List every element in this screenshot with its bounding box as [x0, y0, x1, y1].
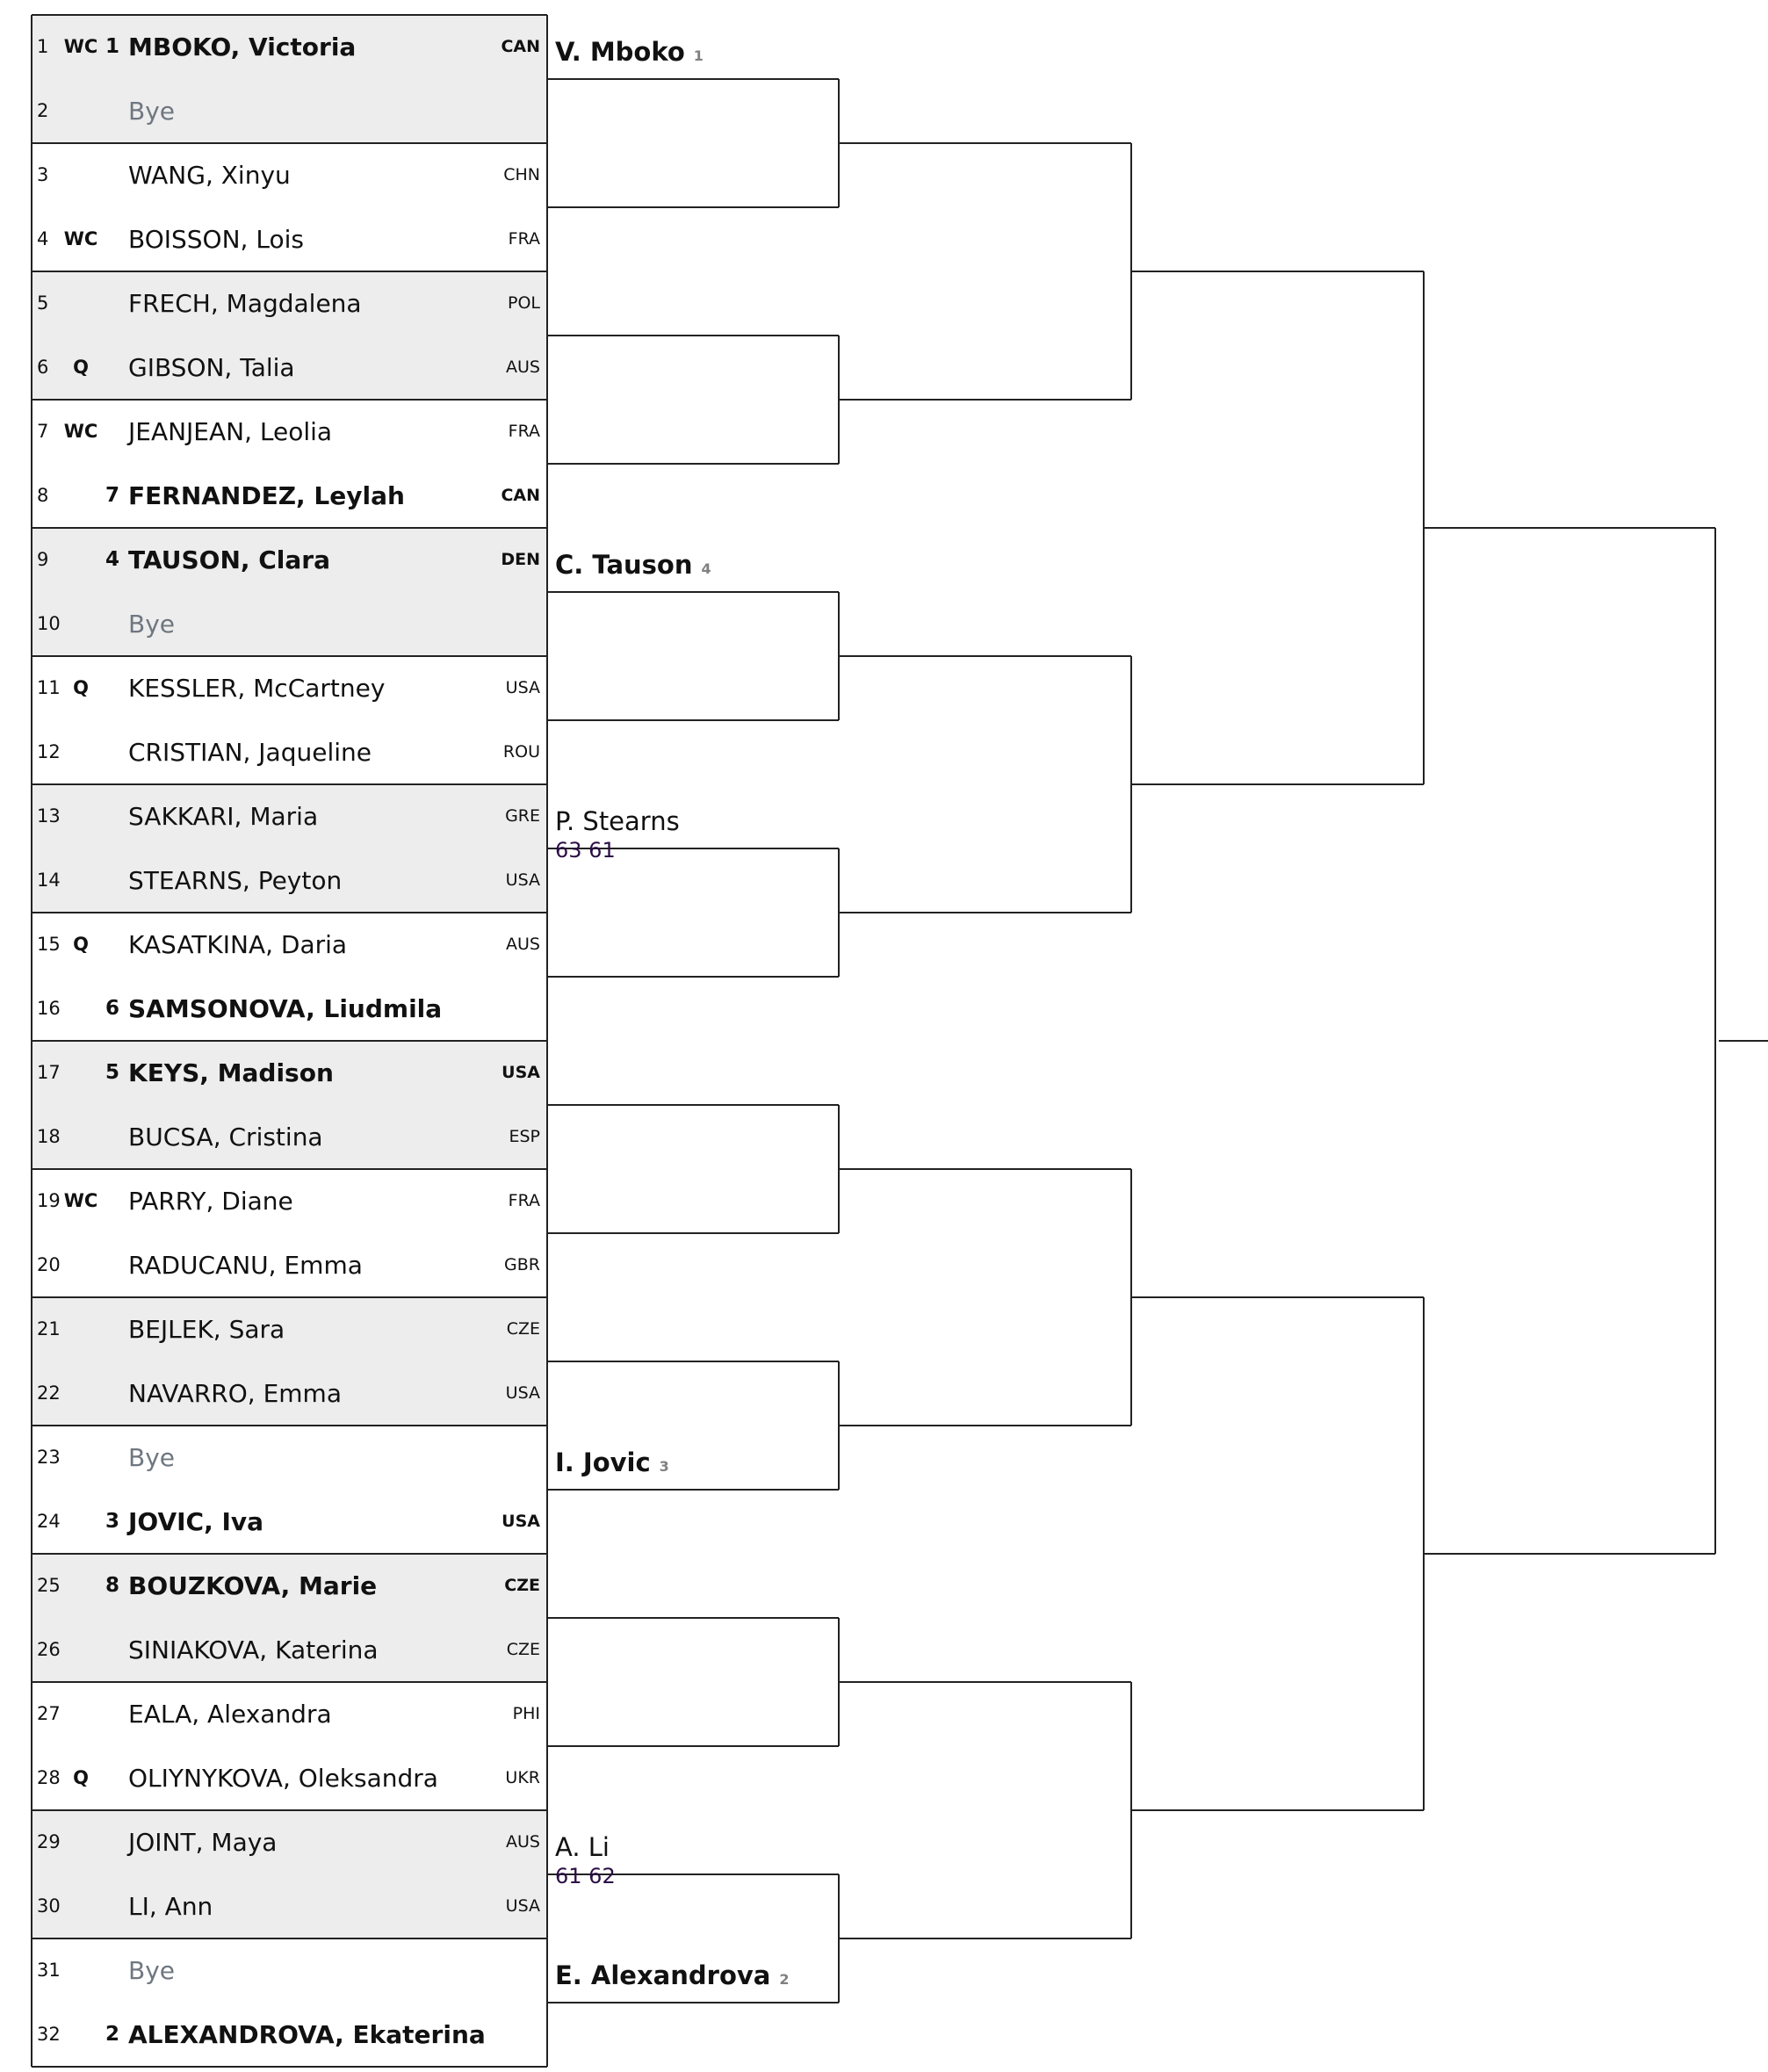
draw-position: 23 [37, 1447, 61, 1468]
entry-type-badge [63, 1297, 98, 1361]
draw-line[interactable] [32, 1874, 547, 1938]
winner-name: I. Jovic [555, 1448, 651, 1477]
entry-type-badge: Q [73, 1767, 89, 1788]
entry-type-badge [63, 464, 98, 528]
seed-number [98, 336, 119, 400]
draw-line[interactable] [32, 464, 547, 528]
draw-position: 14 [37, 870, 61, 891]
entry-type-badge [63, 79, 98, 143]
winner-name: A. Li [555, 1832, 610, 1862]
seed-number [98, 400, 119, 464]
player-name: BEJLEK, Sara [128, 1315, 285, 1344]
seed-number [98, 1105, 119, 1169]
player-name: STEARNS, Peyton [128, 866, 343, 895]
seed-number [98, 207, 119, 271]
entry-type-badge [63, 1105, 98, 1169]
draw-line[interactable] [32, 1554, 547, 1618]
entry-type-badge [63, 1554, 98, 1618]
entry-type-badge [63, 528, 98, 592]
draw-line[interactable] [32, 1810, 547, 1874]
player-name: KASATKINA, Daria [128, 930, 348, 959]
nationality-code: AUS [506, 357, 540, 377]
entry-type-badge [63, 1233, 98, 1297]
draw-position: 32 [37, 2024, 61, 2045]
nationality-code: FRA [508, 229, 540, 249]
player-name: NAVARRO, Emma [128, 1379, 342, 1408]
nationality-code: ROU [502, 742, 540, 762]
round-two-winner [555, 1960, 790, 1990]
draw-position: 15 [37, 934, 61, 955]
winner-name: C. Tauson [555, 550, 693, 580]
nationality-code: CZE [504, 1576, 540, 1595]
draw-position: 5 [37, 292, 49, 314]
round-two-winner [555, 1448, 669, 1477]
nationality-code: AUS [506, 935, 540, 954]
nationality-code: USA [505, 1896, 540, 1916]
draw-line[interactable] [32, 913, 547, 977]
entry-type-badge [63, 1618, 98, 1682]
player-name: JOVIC, Iva [128, 1507, 264, 1536]
draw-line[interactable] [32, 1938, 547, 2003]
nationality-code: CZE [506, 1640, 540, 1659]
draw-line[interactable] [32, 1233, 547, 1297]
seed-number [98, 1426, 119, 1490]
entry-type-badge [63, 784, 98, 848]
draw-line[interactable] [32, 784, 547, 848]
round-two-winner [555, 1832, 616, 1888]
player-name: Bye [128, 97, 176, 126]
nationality-code: GRE [505, 806, 540, 826]
nationality-code: USA [505, 678, 540, 697]
seed-number [98, 1746, 119, 1810]
draw-line[interactable] [32, 2003, 547, 2067]
player-name: JOINT, Maya [128, 1828, 278, 1857]
draw-position: 3 [37, 164, 49, 185]
entry-type-badge [63, 2003, 98, 2067]
draw-line[interactable] [32, 271, 547, 336]
winner-seed: 1 [693, 47, 704, 64]
player-name: CRISTIAN, Jaqueline [128, 738, 372, 767]
round-two-winner [555, 37, 704, 67]
winner-name: E. Alexandrova [555, 1960, 771, 1990]
nationality-code: CAN [501, 37, 540, 56]
entry-type-badge [63, 1426, 98, 1490]
nationality-code: USA [505, 870, 540, 890]
winner-name: V. Mboko [555, 37, 685, 67]
player-name: SAKKARI, Maria [128, 802, 319, 831]
nationality-code: USA [502, 1063, 540, 1082]
nationality-code: UKR [505, 1768, 540, 1787]
nationality-code: FRA [508, 1191, 540, 1210]
draw-line[interactable] [32, 79, 547, 143]
player-name: EALA, Alexandra [128, 1700, 332, 1729]
nationality-code: ESP [509, 1127, 540, 1146]
player-name: BOISSON, Lois [128, 225, 304, 254]
seed-number [98, 656, 119, 720]
entry-type-badge [63, 977, 98, 1041]
draw-position: 8 [37, 485, 49, 506]
entry-type-badge: WC [63, 228, 98, 249]
draw-line[interactable] [32, 1361, 547, 1426]
entry-type-badge: WC [63, 421, 98, 442]
draw-position: 18 [37, 1126, 61, 1147]
player-name: Bye [128, 1956, 176, 1985]
seed-number [98, 913, 119, 977]
player-name: GIBSON, Talia [128, 353, 295, 382]
seed-number [98, 848, 119, 913]
nationality-code: CAN [501, 486, 540, 505]
draw-position: 11 [37, 677, 61, 698]
draw-line[interactable] [32, 1169, 547, 1233]
draw-position: 29 [37, 1831, 61, 1852]
seed-number [98, 271, 119, 336]
entry-type-badge [63, 1041, 98, 1105]
winner-seed: 3 [659, 1458, 669, 1475]
entry-type-badge [63, 1361, 98, 1426]
player-name: BUCSA, Cristina [128, 1123, 323, 1152]
draw-line[interactable] [32, 1490, 547, 1554]
winner-name: P. Stearns [555, 806, 680, 836]
draw-position: 19 [37, 1190, 61, 1211]
entry-type-badge [63, 1682, 98, 1746]
seed-number [98, 1682, 119, 1746]
round-two-winner [555, 550, 711, 580]
draw-line[interactable] [32, 336, 547, 400]
seed-number [98, 1169, 119, 1233]
draw-line[interactable] [32, 207, 547, 271]
entry-type-badge [63, 143, 98, 207]
entry-type-badge [63, 1490, 98, 1554]
draw-line[interactable] [32, 1297, 547, 1361]
player-name: JEANJEAN, Leolia [128, 417, 333, 446]
draw-position: 28 [37, 1767, 61, 1788]
draw-position: 21 [37, 1318, 61, 1339]
player-name: SAMSONOVA, Liudmila [128, 994, 443, 1023]
seed-number [98, 143, 119, 207]
seed-number [98, 1618, 119, 1682]
winner-seed: 2 [779, 1971, 790, 1988]
nationality-code: CHN [503, 165, 540, 184]
draw-position: 12 [37, 741, 61, 762]
seed-number: 2 [105, 2023, 119, 2046]
player-name: LI, Ann [128, 1892, 213, 1921]
nationality-code: FRA [508, 422, 540, 441]
draw-position: 1 [37, 36, 49, 57]
player-name: SINIAKOVA, Katerina [128, 1635, 379, 1664]
draw-line[interactable] [32, 977, 547, 1041]
seed-number [98, 1938, 119, 2003]
seed-number: 5 [105, 1061, 119, 1084]
seed-number: 8 [105, 1574, 119, 1597]
match-score: 63 61 [555, 838, 616, 863]
match-score: 61 62 [555, 1864, 616, 1888]
draw-line[interactable] [32, 720, 547, 784]
entry-type-badge [63, 848, 98, 913]
entry-type-badge [63, 271, 98, 336]
draw-position: 25 [37, 1575, 61, 1596]
draw-line[interactable] [32, 1682, 547, 1746]
seed-number [98, 79, 119, 143]
seed-number: 7 [105, 484, 119, 507]
seed-number [98, 1810, 119, 1874]
draw-position: 4 [37, 228, 49, 249]
player-name: Bye [128, 610, 176, 639]
player-name: KESSLER, McCartney [128, 674, 386, 703]
seed-number [98, 720, 119, 784]
player-name: OLIYNYKOVA, Oleksandra [128, 1764, 438, 1793]
draw-position: 22 [37, 1383, 61, 1404]
draw-line[interactable] [32, 15, 547, 79]
draw-position: 7 [37, 421, 49, 442]
player-name: RADUCANU, Emma [128, 1251, 363, 1280]
nationality-code: CZE [506, 1319, 540, 1339]
draw-line[interactable] [32, 1618, 547, 1682]
draw-position: 24 [37, 1511, 61, 1532]
player-name: KEYS, Madison [128, 1058, 334, 1087]
round-two-winner [555, 806, 680, 863]
seed-number: 6 [105, 997, 119, 1020]
entry-type-badge [63, 1874, 98, 1938]
seed-number [98, 1297, 119, 1361]
player-name: FERNANDEZ, Leylah [128, 481, 405, 510]
draw-line[interactable] [32, 1426, 547, 1490]
seed-number [98, 1233, 119, 1297]
draw-position: 2 [37, 100, 49, 121]
player-name: PARRY, Diane [128, 1187, 293, 1216]
draw-position: 17 [37, 1062, 61, 1083]
draw-position: 31 [37, 1960, 61, 1981]
winner-seed: 4 [701, 560, 711, 577]
seed-number: 1 [105, 35, 119, 58]
draw-position: 9 [37, 549, 49, 570]
entry-type-badge: Q [73, 677, 89, 698]
player-name: WANG, Xinyu [128, 161, 291, 190]
nationality-code: POL [508, 293, 540, 313]
entry-type-badge: Q [73, 357, 89, 378]
player-name: FRECH, Magdalena [128, 289, 362, 318]
seed-number [98, 784, 119, 848]
draw-position: 16 [37, 998, 61, 1019]
draw-position: 13 [37, 805, 61, 827]
draw-position: 6 [37, 357, 49, 378]
nationality-code: USA [502, 1512, 540, 1531]
player-name: ALEXANDROVA, Ekaterina [128, 2020, 486, 2049]
nationality-code: AUS [506, 1832, 540, 1852]
draw-position: 20 [37, 1254, 61, 1275]
entry-type-badge [63, 720, 98, 784]
draw-line[interactable] [32, 528, 547, 592]
entry-type-badge: Q [73, 934, 89, 955]
draw-line[interactable] [32, 592, 547, 656]
draw-line[interactable] [32, 1041, 547, 1105]
nationality-code: PHI [512, 1704, 540, 1723]
draw-line[interactable] [32, 1746, 547, 1810]
seed-number: 3 [105, 1510, 119, 1533]
nationality-code: DEN [501, 550, 540, 569]
draw-position: 27 [37, 1703, 61, 1724]
draw-position: 10 [37, 613, 61, 634]
draw-position: 26 [37, 1639, 61, 1660]
draw-line[interactable] [32, 656, 547, 720]
entry-type-badge [63, 592, 98, 656]
player-name: MBOKO, Victoria [128, 32, 357, 61]
nationality-code: GBR [504, 1255, 540, 1274]
nationality-code: USA [505, 1383, 540, 1403]
player-name: Bye [128, 1443, 176, 1472]
draw-line[interactable] [32, 400, 547, 464]
entry-type-badge: WC [63, 1190, 98, 1211]
player-name: BOUZKOVA, Marie [128, 1571, 378, 1600]
draw-line[interactable] [32, 143, 547, 207]
seed-number [98, 1361, 119, 1426]
draw-line[interactable] [32, 848, 547, 913]
draw-line[interactable] [32, 1105, 547, 1169]
seed-number [98, 1874, 119, 1938]
entry-type-badge: WC [63, 36, 98, 57]
seed-number [98, 592, 119, 656]
entry-type-badge [63, 1810, 98, 1874]
entry-type-badge [63, 1938, 98, 2003]
draw-position: 30 [37, 1895, 61, 1917]
player-name: TAUSON, Clara [128, 545, 331, 574]
seed-number: 4 [105, 548, 119, 571]
